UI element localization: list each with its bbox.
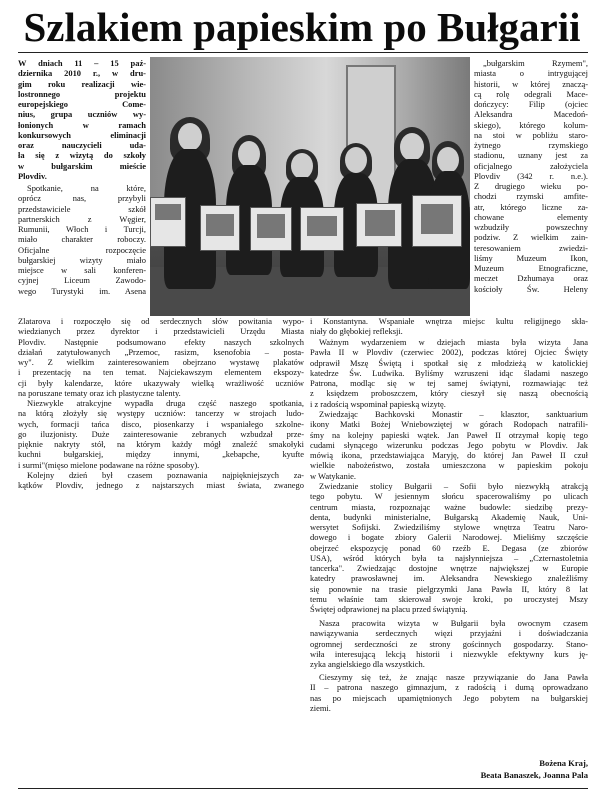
text-line: „bułgarskim Rzymem", [483, 58, 588, 68]
text-line: ła się z wizytą do szkoły [18, 150, 146, 161]
text-line: Ważnym wydarzeniem w dziejach miasta była wizyta Jana [319, 337, 588, 347]
text-line: Z drugiego wieku po- [474, 181, 588, 191]
text-line: łonionych w ramach [18, 119, 146, 130]
paragraph-sofia [310, 481, 588, 614]
text-line: Świętej odprawionej na placu przed świątynią. [310, 604, 468, 614]
text-line: i z radością wspominał papieską wizytę. [310, 398, 446, 409]
text-line: W dniach 11 – 15 paź- [18, 58, 146, 68]
paragraph-pope-visit [310, 337, 588, 409]
paragraph-next-day [18, 470, 304, 491]
text-line: mówią ikona, przedstawiająca Maryję, do której Jan Paweł II czuł [310, 450, 588, 460]
paragraph-summary [310, 618, 588, 669]
text-line: II – patrona naszego gimnazjum, z radością i dumą oprowadzano [310, 682, 588, 693]
text-line: przedstawiciele szkół [18, 203, 146, 214]
text-line: dziernika 2010 r., w dru- [18, 68, 146, 79]
text-line: wy". Z wielkim zainteresowaniem obejrzano wystawę plakatów [18, 357, 304, 367]
text-line: wego Turystyki im. Asena [18, 285, 146, 296]
text-line: liśmy Muzeum Ikon, [474, 252, 588, 263]
text-line: meczet Dzhumaya oraz [474, 273, 588, 284]
text-line: oprócz nas, przybyli [18, 193, 146, 204]
text-line: teresowaniem zwiedzi- [474, 242, 588, 253]
text-line: Plovdiv (342 r. n.e.). [474, 170, 588, 181]
text-line: wielkie nabożeństwo, została umieszczona w papieskim pokoju [310, 460, 588, 471]
text-line: Cieszymy się też, że znając nasze przywiązanie do Jana Pawła [319, 672, 588, 682]
text-line: działań zatytułowanych „Przemoc, rasizm, ksenofobia – posta- [18, 346, 304, 357]
text-line: Patrona, modląc się w tej samej świątyni, rozmawiając też [310, 378, 588, 388]
text-line: Zwiedzając Bachkovski Monastir – klasztor, sanktuarium [319, 409, 588, 419]
text-line: europejskiego Come- [18, 99, 146, 109]
paragraph-churches [310, 316, 588, 337]
text-line: konkursowych eliminacji [18, 129, 146, 140]
text-line: Zwiedzanie stolicy Bułgarii – Sofii było niezwykłą atrakcją [319, 481, 588, 491]
text-line: Plovdiv. Następnie podsumowano efekty naszych szkolnych [18, 336, 304, 347]
text-line: tego pobytu. W jesiennym słońcu spacerowaliśmy po ulicach [310, 491, 588, 502]
text-line: Kolejny dzień był czasem poznawania najpiękniejszych za- [27, 470, 304, 480]
text-line: w Watykanie. [310, 470, 357, 481]
text-line: katedry prawosławnej im. Aleksandra Newskiego znaleźliśmy [310, 573, 588, 584]
text-line: wiedzianych przez dyrektor i przedstawicieli Urzędu Miasta [18, 326, 304, 337]
text-line: i prezentację na ten temat. Najciekawszym elementem ekspozy- [18, 367, 304, 378]
text-line: historii, w której znaczą- [474, 78, 588, 89]
text-line: z księdzem proboszczem, który cieszył się naszą obecnością [310, 388, 588, 399]
text-line: gim roku realizacji wie- [18, 78, 146, 89]
text-line: tancerka". Zwiedzając dostojne wnętrze największej w Europie [310, 563, 588, 573]
text-line: cudami słynącego wizerunku podczas Jego pobytu w Plovdiv. Jak [310, 439, 588, 450]
text-line: chowane elementy [474, 211, 588, 222]
text-line: ziemi. [310, 702, 331, 713]
author-signature-line1: Bożena Kraj, [539, 758, 588, 768]
text-line: na stoi w pobliżu staro- [474, 129, 588, 140]
text-line: oraz nauczycieli uda- [18, 140, 146, 150]
text-line: cyjnej Liceum Zawodo- [18, 275, 146, 286]
paragraph-plovdiv-history [474, 58, 588, 294]
text-line: i Konstantyna. Wspaniałe wnętrza miejsc kultu religijnego skła- [310, 316, 588, 326]
text-line: skiego), którego kolum- [474, 119, 588, 130]
text-line: partnerskich z Węgier, [18, 213, 146, 224]
text-line: Muzeum Etnograficzne, [474, 263, 588, 273]
text-line: kuchni bułgarskiej, między innymi, „kebapche, kyufte [18, 449, 304, 460]
text-line: Plovdiv. [18, 170, 47, 181]
text-line: Pawła II w Plovdiv (czerwiec 2002), podczas której Ojciec Święty [310, 347, 588, 358]
text-line: miejsce w sali konferen- [18, 265, 146, 275]
text-line: podziw. Z wielkim zain- [474, 232, 588, 243]
text-line: kościoły Św. Heleny [474, 283, 588, 294]
text-line: lostronnego projektu [18, 88, 146, 99]
text-line: Zlatarova i rozpoczęło się od serdecznych słów powitania wypo- [18, 316, 304, 326]
text-line: miasta o intrygującej [474, 68, 588, 79]
text-line: się ponownie na trasie pielgrzymki Jana Pawła II, który 8 lat [310, 583, 588, 594]
text-line: Aleksandra Macedoń- [474, 109, 588, 120]
paragraph-welcome [18, 316, 304, 398]
text-line: temu właśnie tam skierował swoje kroki, po uroczystej Mszy [310, 593, 588, 604]
text-line: śmy na kolejny papieski wątek. Jan Paweł II otrzymał kopię tego [310, 429, 588, 440]
text-line: zyka angielskiego dla wszystkich. [310, 659, 425, 669]
paragraph-performances [18, 398, 304, 470]
text-line: wych, formacji tańca disco, piosenkarzy i wspaniałego szkolne- [18, 418, 304, 429]
text-line: nawiązywania serdecznych więzi przyjaźni i doświadczania [310, 628, 588, 639]
article-title: Szlakiem papieskim po Bułgarii [23, 4, 581, 50]
text-line: denta, budynki ministerialne, Bułgarską Akademię Nauk, Uni- [310, 511, 588, 522]
text-line: Niezwykle atrakcyjne wypadła druga część naszego spotkania, [27, 398, 304, 408]
text-line: Nasza pracowita wizyta w Bułgarii była owocnym czasem [319, 618, 588, 628]
text-line: odprawił Mszę Świętą i spotkał się z młodzieżą w katolickiej [310, 357, 588, 368]
text-line: wzbudziły powszechny [474, 222, 588, 232]
text-line: ogromnej serdeczności ze strony gościnnych gospodarzy. Stano- [310, 638, 588, 649]
text-line: stadionu, uznany jest za [474, 150, 588, 161]
text-line: Spotkanie, na które, [27, 183, 146, 193]
text-line: kątków Plovdiv, jednego z najstarszych miast świata, zwanego [18, 480, 304, 491]
text-line: cji były kalendarze, które ukazywały wielką wrażliwość uczniów [18, 377, 304, 388]
bottom-rule [18, 788, 588, 789]
text-line: Rumunii, Włoch i Turcji, [18, 224, 146, 234]
text-line: w bułgarskim mieście [18, 160, 146, 171]
text-line: centrum miasta, rozpoznając ważne budowle: siedzibę prezy- [310, 501, 588, 512]
text-line: katedrze Św. Ludwika. Byliśmy wzruszeni idąc śladami naszego [310, 367, 588, 378]
text-line: na którą złożyły się występy uczniów: tancerzy w strojach ludo- [18, 408, 304, 419]
text-line: nius, grupa uczniów wy- [18, 109, 146, 120]
text-line: chodzi rzymski amfite- [474, 191, 588, 202]
text-line: obejrzeć ekspozycję ponad 60 rzeźb E. Degasa (ze zbiorów [310, 542, 588, 553]
text-line: Oficjalne rozpoczęcie [18, 244, 146, 255]
text-line: dowego i bogate zbiory Galerii Narodowej. Mieliśmy szczęście [310, 532, 588, 543]
text-line: atr, którego liczne za- [474, 201, 588, 212]
text-line: niały do głębokiej refleksji. [310, 326, 403, 337]
text-line: wersytet Sofijski. Zwiedziliśmy stylowe wnętrza Teatru Naro- [310, 522, 588, 532]
group-photo [150, 57, 470, 316]
text-line: na poruszane tematy oraz ich plastyczne talenty. [18, 387, 181, 398]
text-line: wiła interesującą lekcją historii i niezwykle efektywny kurs ję- [310, 648, 588, 659]
text-line: dończycy: Filip (ojciec [474, 99, 588, 109]
text-line: i surmi"(mięso mielone podawane na różne sposoby). [18, 459, 200, 470]
text-line: bułgarskiej wizyty miało [18, 254, 146, 265]
author-signature-line2: Beata Banaszek, Joanna Pala [480, 770, 588, 780]
text-line: ikony Matki Bożej Wniebowziętej w górach Rodopach natrafili- [310, 419, 588, 430]
text-line: żytnego rzymskiego [474, 140, 588, 150]
text-line: USA), wśród których była ta najsłynniejsza – „Czternastoletnia [310, 552, 588, 563]
text-line: cą rolę odegrali Mace- [474, 88, 588, 99]
title-rule [18, 52, 588, 53]
paragraph-closing [310, 672, 588, 713]
paragraph-monastery [310, 409, 588, 481]
text-line: miało charakter roboczy. [18, 234, 146, 245]
text-line: go iluzjonisty. Duże zainteresowanie zebranych wzbudzał prze- [18, 428, 304, 439]
text-line: pięknie nakryty stół, na którym każdy mógł znaleźć smakołyki [18, 439, 304, 449]
paragraph-meeting [18, 183, 146, 296]
intro-paragraph [18, 58, 146, 181]
text-line: nas po miejscach upamiętnionych Jego pobytem na bułgarskiej [310, 692, 588, 703]
text-line: oficjalnego założyciela [474, 160, 588, 171]
